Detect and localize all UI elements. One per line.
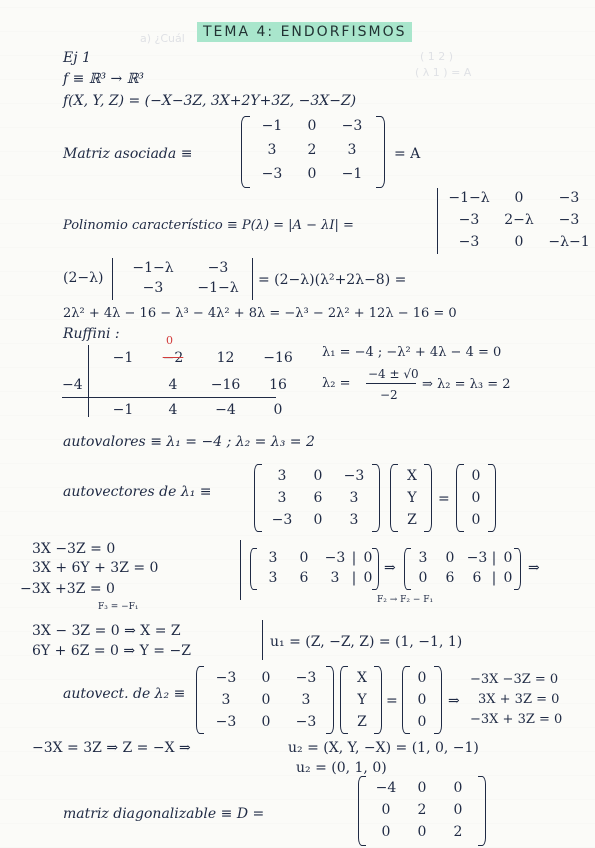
fraction-line — [366, 383, 416, 384]
matrix-cell: 3 — [347, 142, 357, 158]
matrix-cell: 4 — [168, 402, 178, 418]
paren-right — [372, 548, 379, 590]
det-bar — [437, 188, 438, 254]
eigvec2-label: autovect. de λ₂ ≡ — [63, 686, 186, 702]
diag-matrix-label: matriz diagonalizable ≡ D = — [63, 806, 265, 822]
matrix-cell: 2 — [417, 802, 427, 818]
system1-eq3: −3X +3Z = 0 — [20, 581, 115, 597]
paren-left — [358, 776, 366, 846]
matrix-cell: 0 — [381, 802, 391, 818]
det-prefix: (2−λ) — [63, 270, 104, 286]
matrix-cell: 0 — [363, 550, 373, 566]
ruffini-vbar — [88, 345, 89, 417]
minor-matrix — [118, 260, 248, 296]
equals-sign: = — [386, 693, 398, 709]
matrix-cell: 3 — [349, 490, 359, 506]
matrix-cell: −1−λ — [132, 260, 174, 276]
matrix-cell: 2 — [307, 142, 317, 158]
system2-eq2: 3X + 3Z = 0 — [478, 692, 560, 707]
matrix-cell: Y — [407, 490, 417, 506]
paren-right — [488, 464, 496, 532]
system2-eq3: −3X + 3Z = 0 — [470, 712, 563, 727]
function-definition: f(X, Y, Z) = (−X−3Z, 3X+2Y+3Z, −3X−Z) — [63, 93, 357, 109]
ruffini-root: −4 — [62, 377, 83, 393]
eigvec1-label: autovectores de λ₁ ≡ — [63, 484, 212, 500]
assoc-matrix-eq: = A — [394, 146, 421, 162]
matrix-cell: 0 — [307, 118, 317, 134]
paren-right — [434, 666, 442, 734]
reduced2-eq: −3X = 3Z ⇒ Z = −X ⇒ — [32, 740, 191, 756]
assoc-matrix — [252, 118, 372, 182]
function-domain: f ≡ ℝ³ → ℝ³ — [63, 71, 144, 87]
matrix-cell: Z — [357, 714, 367, 730]
matrix-cell: 4 — [168, 377, 178, 393]
matrix-cell: 3 — [277, 490, 287, 506]
matrix-cell: Y — [357, 692, 367, 708]
matrix-cell: 0 — [307, 166, 317, 182]
eigenvector-3: u₂ = (0, 1, 0) — [296, 760, 387, 776]
matrix-cell: 0 — [417, 780, 427, 796]
matrix-cell: −3 — [466, 550, 488, 566]
matrix-cell: 3 — [277, 468, 287, 484]
unknown-vector — [398, 468, 426, 528]
matrix-cell: −3 — [324, 550, 346, 566]
paren-right — [376, 116, 385, 188]
matrix-cell: 0 — [273, 402, 283, 418]
matrix-cell: −1 — [112, 350, 134, 366]
ruffini-row3 — [98, 402, 303, 418]
eigvec1-matrix — [264, 468, 372, 528]
ruffini-label: Ruffini : — [63, 326, 120, 342]
system-brace — [262, 620, 263, 660]
implies-arrow: ⇒ — [384, 560, 396, 576]
matrix-cell: 16 — [269, 377, 287, 393]
quadratic-numerator: −4 ± √0 — [368, 367, 419, 381]
matrix-cell: −16 — [210, 377, 241, 393]
matrix-cell: −1−λ — [197, 280, 239, 296]
bleed-through-text: a) ¿Cuál — [140, 32, 185, 45]
matrix-cell: 12 — [216, 350, 235, 366]
matrix-cell: | — [351, 550, 357, 566]
matrix-cell: 0 — [418, 570, 428, 586]
implies-arrow: ⇒ — [528, 560, 540, 576]
det-result: = (2−λ)(λ²+2λ−8) = — [258, 272, 407, 288]
eigenvector-2: u₂ = (X, Y, −X) = (1, 0, −1) — [288, 740, 479, 756]
paren-right — [478, 776, 486, 846]
matrix-cell: 6 — [472, 570, 482, 586]
matrix-cell: −4 — [215, 402, 236, 418]
matrix-cell: 0 — [313, 512, 323, 528]
matrix-cell: 3 — [268, 570, 278, 586]
matrix-cell: 0 — [503, 570, 513, 586]
matrix-cell: 0 — [503, 550, 513, 566]
matrix-cell: −3 — [271, 512, 293, 528]
row-op-note: F₃ = −F₁ — [98, 602, 139, 612]
quadratic-denominator: −2 — [380, 388, 398, 402]
matrix-cell: −3 — [341, 118, 363, 134]
paren-left — [402, 666, 410, 734]
matrix-cell: 0 — [514, 234, 524, 250]
ruffini-mark: 0 — [166, 334, 173, 347]
reduced1-eq2: 6Y + 6Z = 0 ⇒ Y = −Z — [32, 643, 191, 659]
matrix-cell: 0 — [261, 714, 271, 730]
system1-eq1: 3X −3Z = 0 — [32, 541, 116, 557]
matrix-cell: 0 — [471, 468, 481, 484]
matrix-cell: 3 — [418, 550, 428, 566]
matrix-cell: −3 — [458, 234, 480, 250]
matrix-cell: −3 — [295, 670, 317, 686]
matrix-cell: 0 — [299, 550, 309, 566]
root-lambda2-result: ⇒ λ₂ = λ₃ = 2 — [422, 377, 511, 392]
exercise-number: Ej 1 — [63, 50, 91, 66]
matrix-cell: −3 — [458, 212, 480, 228]
matrix-cell: 0 — [261, 670, 271, 686]
matrix-cell: 6 — [313, 490, 323, 506]
zero-vector — [464, 468, 488, 528]
matrix-cell: −1 — [112, 402, 134, 418]
det-bar — [112, 258, 113, 300]
system2-eq1: −3X −3Z = 0 — [470, 672, 559, 687]
matrix-cell: 2 — [453, 824, 463, 840]
ruffini-row2 — [148, 377, 303, 393]
augmented-matrix-2 — [410, 550, 518, 586]
matrix-cell: 0 — [313, 468, 323, 484]
matrix-cell: 3 — [221, 692, 231, 708]
paren-left — [196, 666, 204, 734]
matrix-cell: X — [407, 468, 417, 484]
matrix-cell: 0 — [417, 670, 427, 686]
matrix-cell: −3 — [343, 468, 365, 484]
system1-eq2: 3X + 6Y + 3Z = 0 — [32, 560, 159, 576]
unknown-vector — [348, 670, 376, 730]
matrix-cell: −1−λ — [448, 190, 490, 206]
matrix-cell: 0 — [514, 190, 524, 206]
matrix-cell: 6 — [299, 570, 309, 586]
bleed-through-text: ( λ 1 ) = A — [415, 66, 472, 79]
matrix-cell: | — [491, 570, 497, 586]
matrix-cell: 0 — [261, 692, 271, 708]
matrix-cell: −3 — [261, 166, 283, 182]
matrix-cell: 0 — [363, 570, 373, 586]
ruffini-row1 — [98, 350, 303, 366]
matrix-cell: 0 — [417, 824, 427, 840]
bleed-through-text: ( 1 2 ) — [420, 50, 454, 63]
matrix-cell: 0 — [417, 714, 427, 730]
matrix-cell: 0 — [445, 550, 455, 566]
paren-right — [424, 464, 432, 532]
matrix-cell: −1 — [261, 118, 283, 134]
matrix-cell: 0 — [453, 802, 463, 818]
eigenvalues: autovalores ≡ λ₁ = −4 ; λ₂ = λ₃ = 2 — [63, 434, 315, 450]
paren-left — [250, 548, 257, 590]
matrix-cell: 0 — [471, 512, 481, 528]
matrix-cell: −4 — [375, 780, 397, 796]
ruffini-hline — [62, 397, 276, 398]
matrix-cell: −3 — [295, 714, 317, 730]
matrix-cell: 3 — [268, 550, 278, 566]
matrix-cell: 0 — [453, 780, 463, 796]
char-poly-label: Polinomio característico ≡ P(λ) = |A − λI| = — [63, 218, 354, 233]
eigvec2-matrix — [206, 670, 326, 730]
matrix-cell: 3 — [330, 570, 340, 586]
matrix-cell: 0 — [381, 824, 391, 840]
reduced1-eq1: 3X − 3Z = 0 ⇒ X = Z — [32, 623, 181, 639]
page-title: TEMA 4: ENDORFISMOS — [197, 22, 412, 42]
matrix-cell: 3 — [349, 512, 359, 528]
matrix-cell: −3 — [558, 212, 580, 228]
root-lambda2-prefix: λ₂ = — [322, 376, 351, 391]
equals-sign: = — [438, 491, 450, 507]
matrix-cell: 6 — [445, 570, 455, 586]
matrix-cell: 2−λ — [504, 212, 534, 228]
augmented-matrix-1 — [258, 550, 378, 586]
paren-left — [241, 116, 250, 188]
matrix-cell: −3 — [207, 260, 229, 276]
matrix-cell: | — [491, 550, 497, 566]
row-op-note: F₂ → F₂ − F₁ — [377, 595, 434, 605]
root-lambda1: λ₁ = −4 ; −λ² + 4λ − 4 = 0 — [322, 345, 502, 360]
matrix-cell: −λ−1 — [548, 234, 590, 250]
matrix-cell: Z — [407, 512, 417, 528]
paren-left — [390, 464, 398, 532]
paren-right — [372, 464, 380, 532]
system-brace — [240, 540, 241, 600]
paren-left — [340, 666, 348, 734]
matrix-cell: 0 — [471, 490, 481, 506]
implies-arrow: ⇒ — [448, 693, 460, 709]
paren-right — [374, 666, 382, 734]
matrix-cell: −16 — [263, 350, 293, 366]
matrix-cell: −3 — [558, 190, 580, 206]
matrix-cell: −3 — [142, 280, 164, 296]
paren-right — [326, 666, 334, 734]
matrix-cell: −1 — [341, 166, 363, 182]
matrix-cell: −3 — [215, 714, 237, 730]
matrix-cell: 0 — [417, 692, 427, 708]
det-bar — [252, 258, 253, 300]
paren-left — [254, 464, 262, 532]
eigenvector-1: u₁ = (Z, −Z, Z) = (1, −1, 1) — [270, 634, 463, 650]
paren-right — [514, 548, 521, 590]
char-poly-matrix — [443, 190, 595, 250]
matrix-cell: −2 — [162, 350, 184, 366]
matrix-cell: 3 — [301, 692, 311, 708]
matrix-cell: X — [357, 670, 367, 686]
paren-left — [456, 464, 464, 532]
matrix-cell: 3 — [267, 142, 277, 158]
matrix-cell: −3 — [215, 670, 237, 686]
zero-vector — [410, 670, 434, 730]
poly-expansion: 2λ² + 4λ − 16 − λ³ − 4λ² + 8λ = −λ³ − 2λ² + 12λ − 16 = 0 — [63, 306, 457, 321]
assoc-matrix-label: Matriz asociada ≡ — [63, 146, 193, 162]
matrix-cell: | — [351, 570, 357, 586]
diagonal-matrix — [368, 780, 476, 840]
